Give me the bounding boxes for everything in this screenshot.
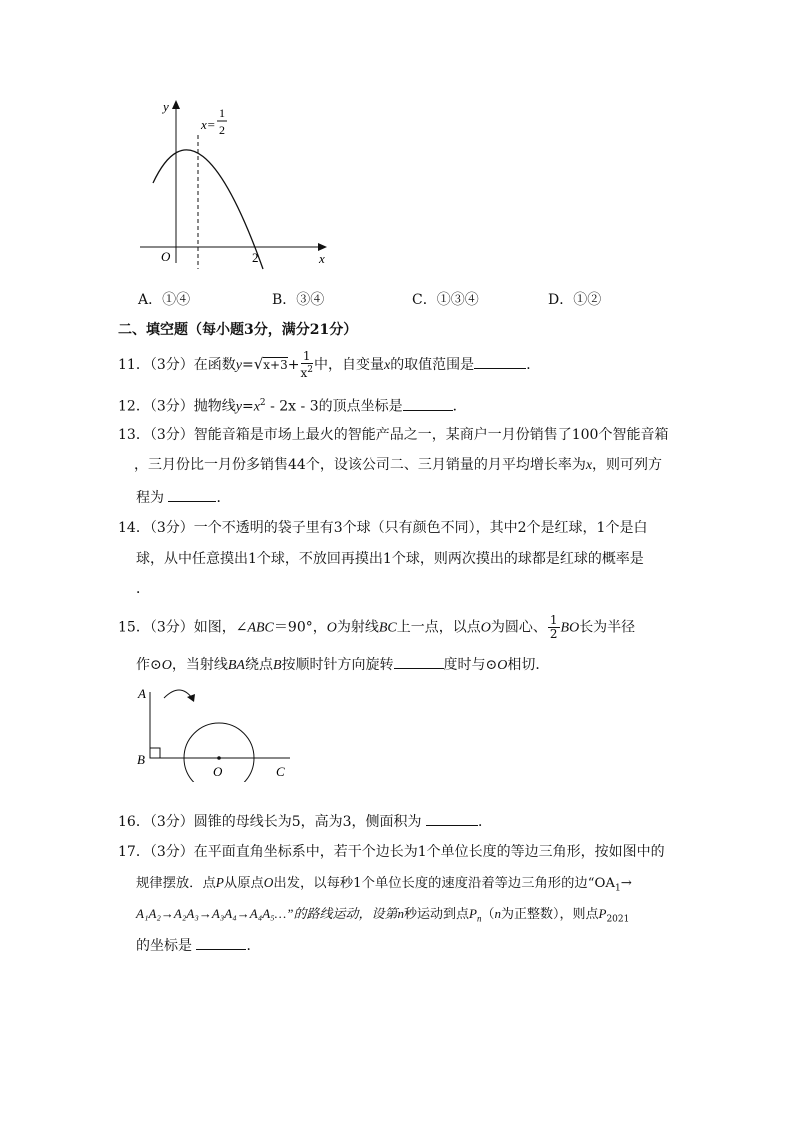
question-17-line1: 17．（3分）在平面直角坐标系中，若干个边长为1个单位长度的等边三角形，按如图中的 [118, 844, 665, 860]
answer-blank-11[interactable] [474, 354, 526, 369]
question-14-line1: 14．（3分）一个不透明的袋子里有3个球（只有颜色不同），其中2个是红球，1个是白 [118, 520, 648, 536]
parabola-graph [135, 95, 335, 270]
option-a[interactable]: A．①④ [138, 292, 191, 308]
label-o: O [213, 764, 223, 779]
answer-blank-13[interactable] [168, 487, 216, 502]
question-15-line2: 作⊙O，当射线BA绕点B按顺时针方向旋转 度时与⊙O相切． [136, 654, 549, 676]
symmetry-eq-num: 1 [219, 106, 225, 120]
origin-label: O [161, 249, 171, 264]
section-heading: 二、填空题（每小题3分，满分21分） [118, 322, 358, 338]
y-axis-arrow [172, 100, 180, 109]
x-axis-label: x [319, 251, 325, 266]
question-17-line2: 规律摆放．点P从原点O出发，以每秒1个单位长度的速度沿着等边三角形的边“$OA_1\to$ [136, 875, 632, 894]
right-angle-mark [150, 748, 160, 758]
question-14-line3[interactable]: ． [136, 581, 150, 597]
question-17-line4: 的坐标是 ． [136, 935, 260, 956]
answer-blank-17[interactable] [196, 935, 246, 950]
label-c: C [276, 764, 285, 779]
answer-blank-12[interactable] [403, 396, 453, 411]
question-13-line3: 程为 ． [136, 487, 230, 508]
label-a: A [138, 686, 146, 701]
x-axis-arrow [318, 243, 327, 251]
rotation-arrowhead [187, 694, 195, 702]
y-axis-label: y [163, 99, 169, 114]
question-14-line2: 球，从中任意摸出1个球，不放回再摸出1个球，则两次摸出的球都是红球的概率是 [136, 551, 644, 567]
option-b[interactable]: B．③④ [272, 292, 325, 308]
question-16: 16．（3分）圆锥的母线长为5，高为3，侧面积为 ． [118, 811, 492, 832]
symmetry-eq-prefix: x= [201, 117, 216, 132]
question-15-line1: 15．（3分）如图，∠ABC＝90°，O为射线BC上一点，以点O为圆心、 $\frac{1}{2}$ BO长为半径 [118, 613, 636, 641]
root-label: 2 [252, 250, 259, 265]
circle-diagram [132, 682, 302, 782]
question-12: 12．（3分）抛物线$y=x^2 - 2x - 3$的顶点坐标是 ． [118, 393, 467, 418]
label-b: B [137, 752, 145, 767]
option-c[interactable]: C．①③④ [412, 292, 479, 308]
question-13-line2: ，三月份比一月份多销售44个，设该公司二、三月销量的月平均增长率为x，则可列方 [134, 457, 663, 473]
question-11: 11．（3分）在函数y=√x+3+ $\frac{1}{x^2}$ 中，自变量x的取值范围是 ． [118, 349, 541, 380]
question-13-line1: 13．（3分）智能音箱是市场上最火的智能产品之一，某商户一月份销售了100个智能音箱 [118, 427, 669, 443]
answer-blank-16[interactable] [426, 811, 478, 826]
symmetry-eq-den: 2 [219, 123, 225, 137]
answer-blank-15[interactable] [394, 654, 444, 669]
question-17-line3: A₁A₂→A₂A₃→A₃A₄→A₄A₅…”的路线运动，设第n秒运动到点$P_n(n$为正整数），则点$P_{2021}$ [136, 906, 630, 925]
option-d[interactable]: D．①② [548, 292, 602, 308]
center-o-point [217, 756, 221, 760]
